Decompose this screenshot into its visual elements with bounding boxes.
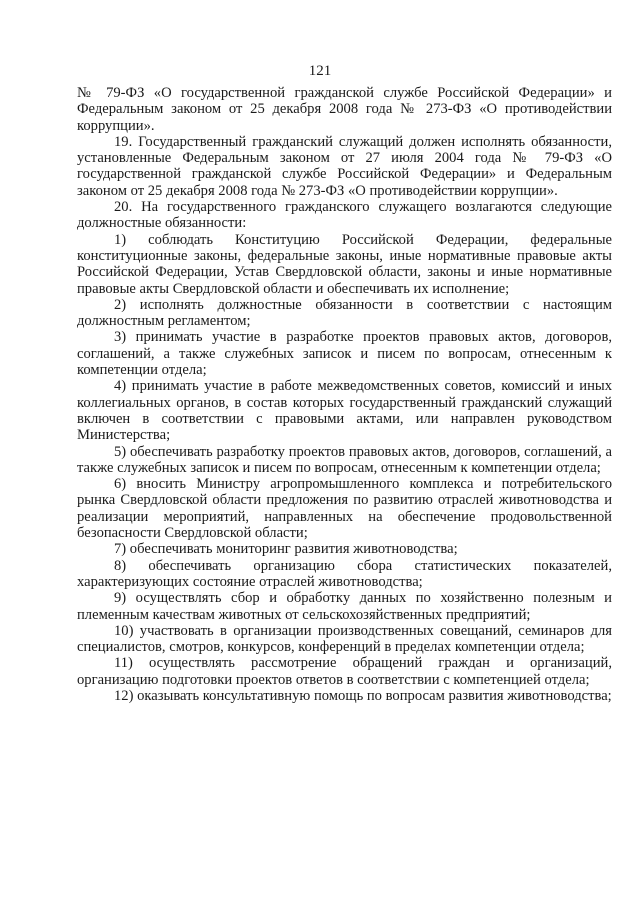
paragraph: 4) принимать участие в работе межведомственных советов, комиссий и иных коллегиальных органов, в состав которых государственный гражданский служащий включен в соответствии с правовыми актами, или направлен руководством Министерства; xyxy=(77,378,612,444)
paragraph: 6) вносить Министру агропромышленного комплекса и потребительского рынка Свердловской области предложения по развитию отраслей животноводства и реализации мероприятий, направленных на обеспечение продовольственной безопасности Свердловской области; xyxy=(77,476,612,542)
paragraph: 3) принимать участие в разработке проектов правовых актов, договоров, соглашений, а также служебных записок и писем по вопросам, отнесенным к компетенции отдела; xyxy=(77,329,612,379)
paragraph: 20. На государственного гражданского служащего возлагаются следующие должностные обязанности: xyxy=(77,199,612,232)
page-number: 121 xyxy=(308,63,332,79)
paragraph: 19. Государственный гражданский служащий должен исполнять обязанности, установленные Федеральным законом от 27 июля 2004 года № 79-ФЗ «О государственной гражданской службе Российской Федерации» и Федеральным законом от 25 декабря 2008 года № 273-ФЗ «О противодействии коррупции». xyxy=(77,133,612,199)
paragraph: № 79-ФЗ «О государственной гражданской службе Российской Федерации» и Федеральным законом от 25 декабря 2008 года № 273-ФЗ «О противодействии коррупции». xyxy=(77,85,612,134)
paragraph: 11) осуществлять рассмотрение обращений граждан и организаций, организацию подготовки проектов ответов в соответствии с компетенцией отдела; xyxy=(77,655,612,688)
paragraph: 5) обеспечивать разработку проектов правовых актов, договоров, соглашений, а также служебных записок и писем по вопросам, отнесенным к компетенции отдела; xyxy=(77,443,612,476)
document-body xyxy=(77,85,612,704)
paragraph: 7) обеспечивать мониторинг развития животноводства; xyxy=(114,541,458,558)
paragraph: 9) осуществлять сбор и обработку данных по хозяйственно полезным и племенным качествам животных от сельскохозяйственных предприятий; xyxy=(77,590,612,623)
paragraph: 2) исполнять должностные обязанности в соответствии с настоящим должностным регламентом; xyxy=(77,296,612,330)
paragraph: 8) обеспечивать организацию сбора статистических показателей, характеризующих состояние отраслей животноводства; xyxy=(77,557,612,590)
paragraph: 10) участвовать в организации производственных совещаний, семинаров для специалистов, смотров, конкурсов, конференций в пределах компетенции отдела; xyxy=(77,622,612,656)
paragraph: 1) соблюдать Конституцию Российской Федерации, федеральные конституционные законы, федеральные законы, иные нормативные правовые акты Российской Федерации, Устав Свердловской области, законы и иные нормативные правовые акты Свердловской области и обеспечивать их исполнение; xyxy=(77,231,612,297)
paragraph: 12) оказывать консультативную помощь по вопросам развития животноводства; xyxy=(114,687,612,704)
